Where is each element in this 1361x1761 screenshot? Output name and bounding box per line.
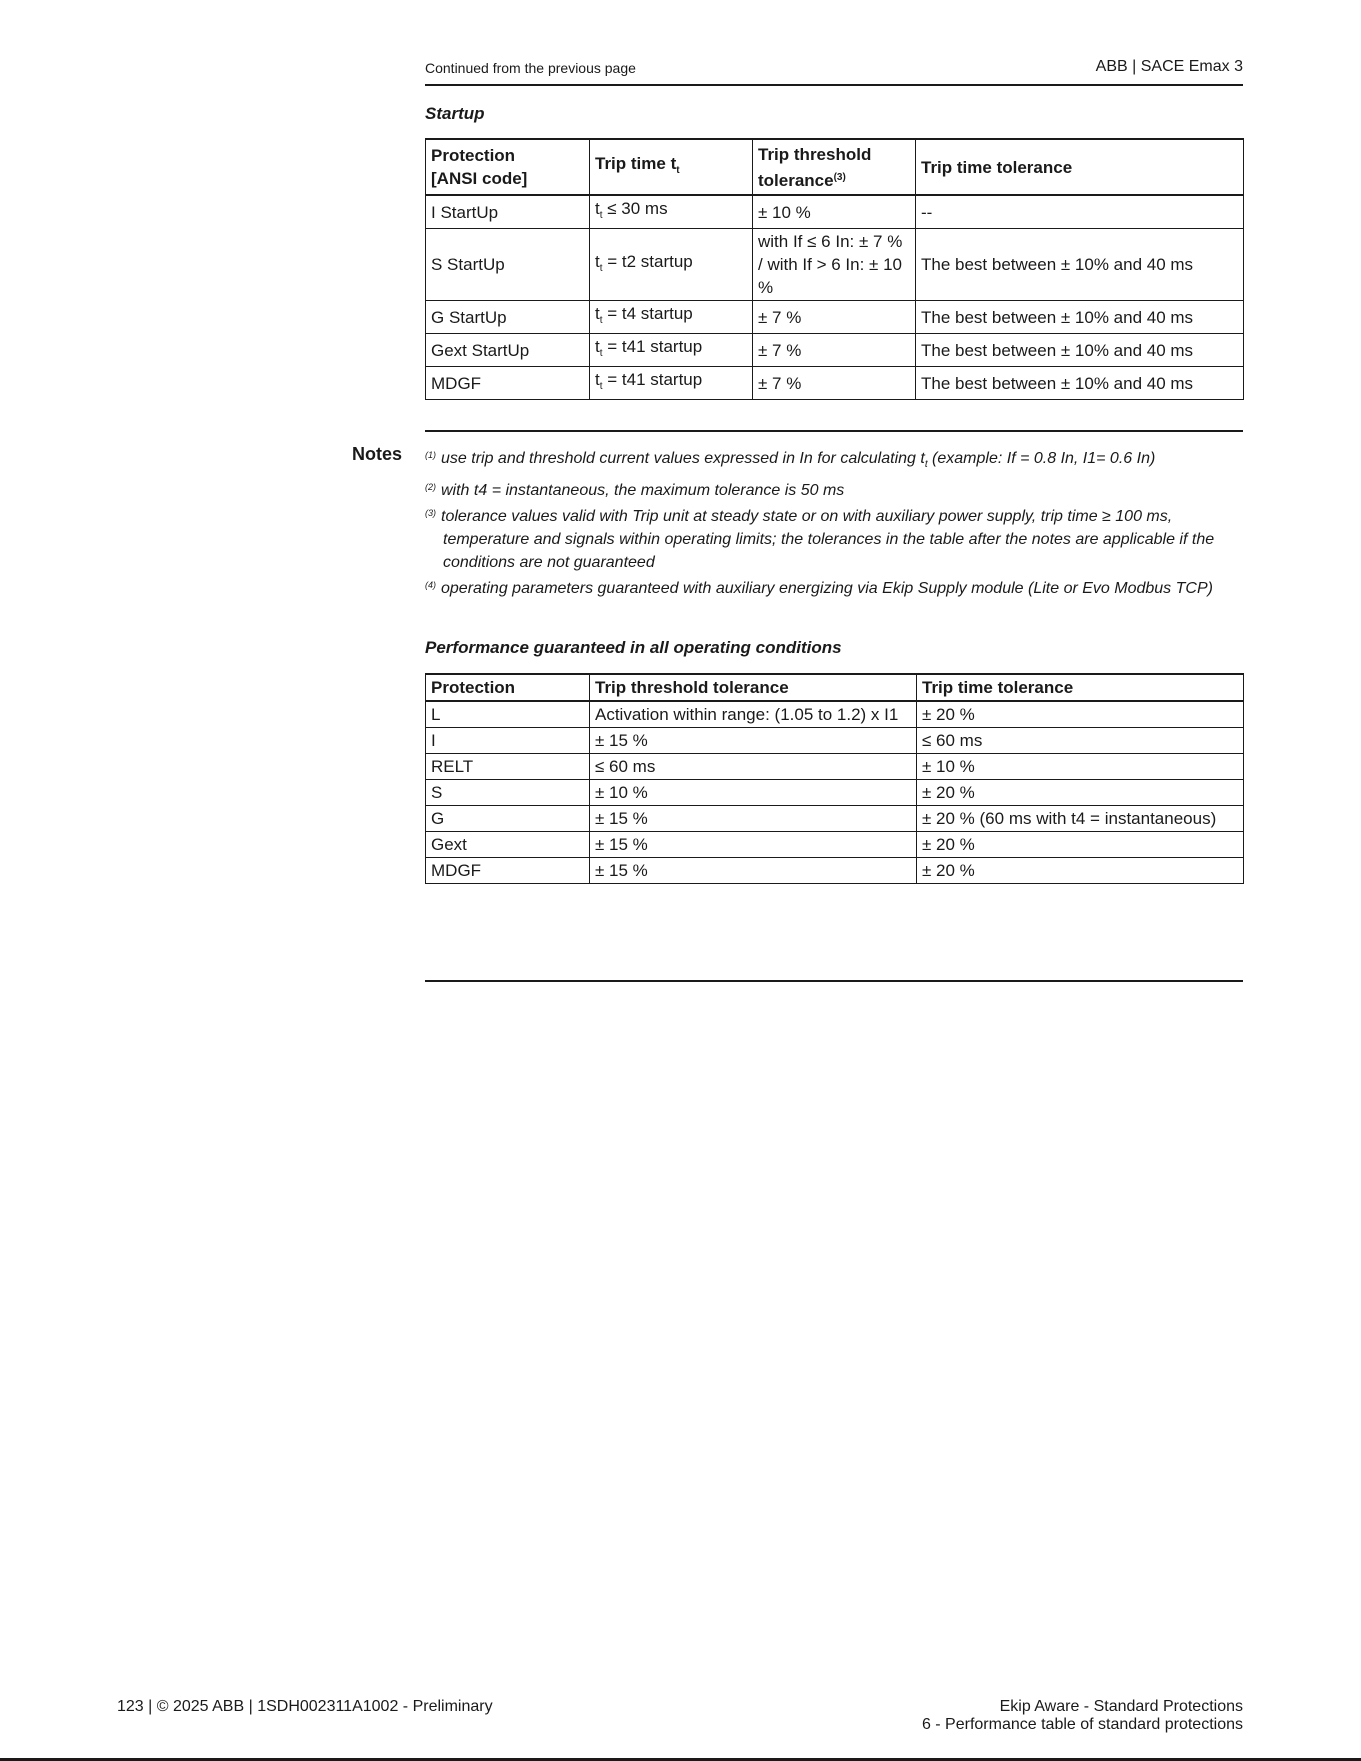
table-row [426,229,1244,301]
cell-threshold-tolerance: ± 15 % [590,728,917,754]
cell-protection: RELT [426,754,590,780]
col-trip-threshold-tolerance: Trip threshold tolerance [590,674,917,701]
note-1: $^{(1)}$ use trip and threshold current values expressed in In for calculating $t_t$ (example: If = 0.8 In, I1= 0.6 In) [425,450,1156,470]
note-4: $^{(4)}$ operating parameters guaranteed with auxiliary energizing via Ekip Supply module (Lite or Evo Modbus TCP) [425,580,1213,597]
cell-time-tolerance: ± 20 % [917,832,1244,858]
cell-time-tolerance: The best between ± 10% and 40 ms [916,334,1244,367]
document-brand: ABB | SACE Emax 3 [1095,58,1243,75]
notes-label: Notes [352,444,403,464]
cell-time-tolerance: ± 20 % [917,780,1244,806]
cell-time-tolerance: ± 10 % [917,754,1244,780]
table-row [426,806,1244,832]
section-end-divider [425,980,1243,982]
performance-title: Performance guaranteed in all operating conditions [425,638,842,657]
header-divider [425,84,1243,86]
cell-time-tolerance: The best between ± 10% and 40 ms [916,367,1244,400]
startup-table [425,138,1244,400]
notes-list [425,444,1245,600]
cell-threshold-tolerance: ± 7 % [753,301,916,334]
cell-threshold-tolerance: ± 15 % [590,858,917,884]
table-row [426,832,1244,858]
cell-threshold-tolerance: ± 10 % [753,195,916,229]
cell-protection: I [426,728,590,754]
table-row [426,334,1244,367]
cell-trip-time: $t_t = t2$ startup [590,229,753,301]
col-trip-time-tolerance: Trip time tolerance [917,674,1244,701]
cell-protection: G [426,806,590,832]
footer-chapter: Ekip Aware - Standard Protections 6 - Performance table of standard protections [921,1698,1243,1733]
cell-trip-time: $t_t \le 30$ ms [590,195,753,229]
col-trip-time: Trip time $t_t$ [590,139,753,195]
cell-protection: MDGF [426,367,590,400]
table-row [426,301,1244,334]
cell-protection: I StartUp [426,195,590,229]
cell-protection: Gext StartUp [426,334,590,367]
cell-time-tolerance: ≤ 60 ms [917,728,1244,754]
performance-table [425,673,1244,884]
cell-threshold-tolerance: ± 7 % [753,367,916,400]
table-row [426,754,1244,780]
cell-protection: L [426,701,590,728]
cell-protection: Gext [426,832,590,858]
startup-title: Startup [425,104,485,123]
cell-threshold-tolerance: ± 15 % [590,806,917,832]
cell-threshold-tolerance: ± 15 % [590,832,917,858]
col-protection: Protection [426,674,590,701]
startup-header-row [426,139,1244,195]
col-trip-time-tolerance: Trip time tolerance [916,139,1244,195]
cell-protection: S StartUp [426,229,590,301]
cell-time-tolerance: -- [916,195,1244,229]
notes-divider [425,430,1243,432]
cell-protection: S [426,780,590,806]
table-row [426,367,1244,400]
cell-time-tolerance: The best between ± 10% and 40 ms [916,301,1244,334]
col-trip-threshold-tolerance: Trip threshold tolerance$^{(3)}$ [753,139,916,195]
cell-threshold-tolerance: with If ≤ 6 In: ± 7 % / with If > 6 In: ± 10 % [753,229,916,301]
table-row [426,858,1244,884]
performance-header-row [426,674,1244,701]
cell-time-tolerance: ± 20 % [917,701,1244,728]
cell-trip-time: $t_t = t41$ startup [590,334,753,367]
table-row [426,780,1244,806]
note-3: $^{(3)}$ tolerance values valid with Trip unit at steady state or on with auxiliary power supply, trip time ≥ 100 ms, temperature and signals within operating limits; the tolerances in the table after the notes are applicable if the conditions are not guaranteed [425,508,1215,571]
continued-note: Continued from the previous page [425,60,636,76]
cell-time-tolerance: ± 20 % (60 ms with t4 = instantaneous) [917,806,1244,832]
table-row [426,701,1244,728]
footer-page-info: 123 | © 2025 ABB | 1SDH002311A1002 - Preliminary [117,1698,493,1715]
cell-time-tolerance: ± 20 % [917,858,1244,884]
cell-threshold-tolerance: Activation within range: (1.05 to 1.2) x I1 [590,701,917,728]
cell-time-tolerance: The best between ± 10% and 40 ms [916,229,1244,301]
cell-threshold-tolerance: ≤ 60 ms [590,754,917,780]
note-2: $^{(2)}$ with t4 = instantaneous, the maximum tolerance is 50 ms [425,482,845,499]
cell-threshold-tolerance: ± 7 % [753,334,916,367]
table-row [426,728,1244,754]
cell-protection: G StartUp [426,301,590,334]
cell-protection: MDGF [426,858,590,884]
cell-threshold-tolerance: ± 10 % [590,780,917,806]
table-row [426,195,1244,229]
cell-trip-time: $t_t = t4$ startup [590,301,753,334]
cell-trip-time: $t_t = t41$ startup [590,367,753,400]
col-protection: Protection [ANSI code] [426,139,590,195]
